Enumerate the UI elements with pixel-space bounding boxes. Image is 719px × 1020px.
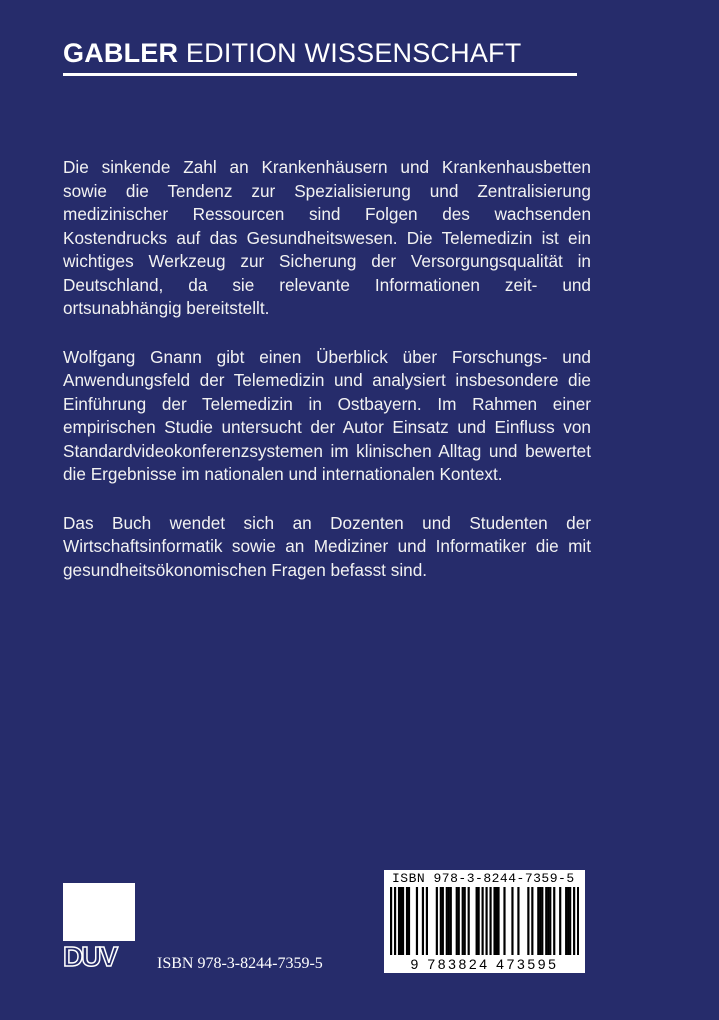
- barcode-bar: [569, 887, 571, 955]
- barcode-bar: [541, 887, 543, 955]
- series-name: EDITION WISSENSCHAFT: [185, 38, 522, 68]
- barcode-bar: [462, 887, 464, 955]
- barcode-bar: [406, 887, 408, 955]
- barcode-bar: [495, 887, 497, 955]
- barcode-bar: [531, 887, 533, 955]
- barcode-bar: [456, 887, 458, 955]
- barcode-bar: [549, 887, 551, 955]
- barcode-bar: [511, 887, 513, 955]
- barcode-bar: [436, 887, 438, 955]
- barcode-bar: [402, 887, 404, 955]
- barcode-bar: [442, 887, 444, 955]
- barcode-isbn: ISBN 978-3-8244-7359-5: [392, 871, 575, 886]
- barcode-digits: 9 783824 473595: [384, 956, 585, 972]
- barcode-bar: [450, 887, 452, 955]
- barcode-bar: [446, 887, 448, 955]
- publisher-logo-box: [63, 883, 135, 941]
- barcode-bar: [493, 887, 495, 955]
- barcode-bar: [539, 887, 541, 955]
- barcode-bar: [422, 887, 424, 955]
- barcode-bar: [416, 887, 418, 955]
- publisher-isbn: ISBN 978-3-8244-7359-5: [157, 955, 323, 972]
- barcode-bar: [567, 887, 569, 955]
- barcode-bar: [440, 887, 442, 955]
- barcode-bar: [547, 887, 549, 955]
- barcode-bar: [482, 887, 484, 955]
- barcode-bar: [559, 887, 561, 955]
- barcode-bar: [545, 887, 547, 955]
- barcode-bar: [394, 887, 396, 955]
- barcode: [384, 870, 585, 973]
- barcode-bar: [573, 887, 575, 955]
- barcode-bar: [468, 887, 470, 955]
- publisher-logo: [63, 941, 135, 973]
- barcode-bar: [390, 887, 392, 955]
- blurb-paragraph-2: Wolfgang Gnann gibt einen Überblick über Forschungs- und Anwendungsfeld der Telemedizin und analysiert insbesondere die Einführung der Telemedizin in Ostbayern. Im Rahmen einer empirischen Studie untersucht der Autor Einsatz und Einfluss von Standardvideokonferenzsystemen im klinischen Alltag und bewertet die Ergebnisse im nationalen und internationalen Kontext.: [63, 346, 591, 484]
- blurb: [63, 156, 591, 607]
- barcode-bar: [503, 887, 505, 955]
- publisher-logo-text: DUV: [63, 941, 117, 972]
- barcode-bar: [478, 887, 480, 955]
- barcode-bar: [489, 887, 491, 955]
- barcode-bar: [565, 887, 567, 955]
- blurb-paragraph-3: Das Buch wendet sich an Dozenten und Studenten der Wirtschaftsinformatik sowie an Mediziner und Informatiker die mit gesundheitsökonomischen Fragen befasst sind.: [63, 512, 591, 580]
- barcode-bar: [537, 887, 539, 955]
- barcode-bar: [517, 887, 519, 955]
- barcode-bars: [390, 887, 579, 955]
- barcode-bar: [577, 887, 579, 955]
- barcode-bar: [458, 887, 460, 955]
- barcode-bar: [408, 887, 410, 955]
- blurb-paragraph-1: Die sinkende Zahl an Krankenhäusern und Krankenhausbetten sowie die Tendenz zur Spezialisierung und Zentralisierung medizinischer Ressourcen sind Folgen des wachsenden Kostendrucks auf das Gesundheitswesen. Die Telemedizin ist ein wichtiges Werkzeug zur Sicherung der Versorgungsqualität in Deutschland, da sie relevante Informationen zeit- und ortsunabhängig bereitstellt.: [63, 157, 591, 318]
- title-rule: [63, 73, 577, 76]
- barcode-bar: [476, 887, 478, 955]
- barcode-bar: [398, 887, 400, 955]
- barcode-bar: [464, 887, 466, 955]
- barcode-bar: [426, 887, 428, 955]
- barcode-bar: [527, 887, 529, 955]
- barcode-bar: [553, 887, 555, 955]
- barcode-bar: [400, 887, 402, 955]
- barcode-bar: [485, 887, 487, 955]
- series-title: [63, 38, 521, 69]
- barcode-bar: [448, 887, 450, 955]
- series-brand: GABLER: [63, 38, 179, 68]
- barcode-bar: [497, 887, 499, 955]
